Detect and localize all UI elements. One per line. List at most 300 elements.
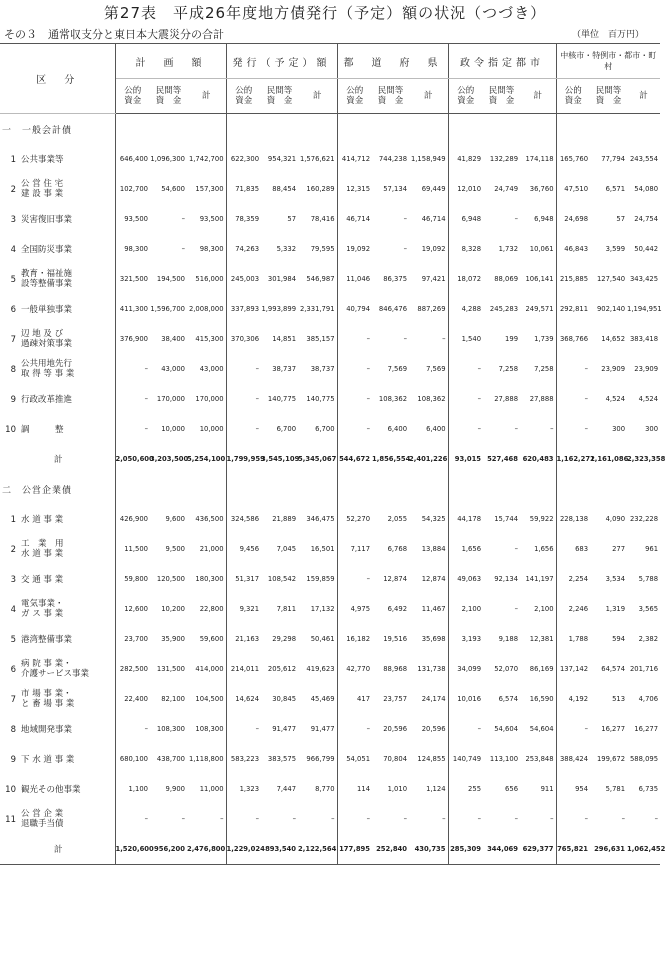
value-cell: [409, 474, 448, 504]
value-cell: 86,375: [383, 275, 408, 283]
row-label-text: 下 水 道 事 業: [21, 755, 75, 765]
row-label: [0, 654, 115, 684]
value-cell: 285,309: [448, 834, 483, 865]
value-cell: 588,095: [629, 755, 659, 763]
value-cell: –: [514, 815, 519, 823]
value-cell: 64,574: [601, 665, 626, 673]
value-cell: 120,500: [156, 575, 185, 583]
row-label-text: 交 通 事 業: [21, 575, 64, 585]
value-cell: 1,656: [448, 534, 483, 564]
value-cell: 16,182: [337, 624, 372, 654]
row-label-text: 行政改革推進: [21, 395, 73, 405]
value-cell: 20,596: [421, 725, 446, 733]
value-cell: 3,203,500: [150, 455, 189, 463]
value-cell: 59,800: [115, 564, 150, 594]
value-cell: 1,742,700: [188, 155, 224, 163]
subheader-public-funds: 公的 資金: [226, 79, 261, 114]
value-cell: 70,804: [383, 755, 408, 763]
row-number: 3: [10, 214, 16, 225]
value-cell: 40,794: [337, 294, 372, 324]
value-cell: 45,469: [310, 695, 335, 703]
value-cell: 93,500: [115, 204, 150, 234]
value-cell: 385,157: [306, 335, 335, 343]
value-cell: 77,794: [601, 155, 626, 163]
value-cell: 4,524: [638, 395, 659, 403]
value-cell: 4,192: [556, 684, 590, 714]
value-cell: 12,874: [421, 575, 446, 583]
value-cell: 78,416: [310, 215, 335, 223]
value-cell: 35,900: [161, 635, 185, 643]
value-cell: 114: [337, 774, 372, 804]
value-cell: 2,008,000: [188, 305, 224, 313]
value-cell: 2,401,226: [409, 455, 448, 463]
group-header-municipality: 中核市・特例市・都市・町村: [556, 44, 660, 79]
value-cell: 46,714: [421, 215, 446, 223]
value-cell: 346,475: [306, 515, 335, 523]
value-cell: 1,194,951: [627, 305, 662, 313]
value-cell: 97,421: [421, 275, 446, 283]
value-cell: 34,099: [448, 654, 483, 684]
value-cell: 52,270: [337, 504, 372, 534]
value-cell: 2,382: [638, 635, 659, 643]
row-label: [0, 264, 115, 294]
value-cell: 2,254: [556, 564, 590, 594]
value-cell: 252,840: [372, 834, 409, 865]
value-cell: 744,238: [378, 155, 408, 163]
value-cell: 282,500: [115, 654, 150, 684]
value-cell: 98,300: [199, 245, 224, 253]
value-cell: 3,193: [448, 624, 483, 654]
row-label: 二 公営企業債: [0, 474, 115, 504]
value-cell: 23,909: [601, 365, 626, 373]
value-cell: 4,090: [605, 515, 626, 523]
row-label: [0, 804, 115, 834]
value-cell: –: [337, 804, 372, 834]
value-cell: 228,138: [556, 504, 590, 534]
row-label-text: 市 場 事 業・ と 畜 場 事 業: [21, 689, 75, 709]
value-cell: 9,188: [498, 635, 519, 643]
value-cell: 436,500: [195, 515, 224, 523]
row-label: [0, 564, 115, 594]
row-label: [0, 294, 115, 324]
row-label: [0, 324, 115, 354]
value-cell: –: [337, 714, 372, 744]
value-cell: 2,246: [556, 594, 590, 624]
subheader-private-funds: 民間等 資 金: [590, 79, 627, 114]
value-cell: –: [331, 815, 335, 823]
value-cell: [556, 114, 590, 145]
value-cell: 583,223: [226, 744, 261, 774]
value-cell: 6,400: [426, 425, 446, 433]
group-header-prefecture: 都 道 府 県: [337, 44, 448, 79]
value-cell: –: [115, 714, 150, 744]
row-label: [0, 234, 115, 264]
value-cell: 6,948: [448, 204, 483, 234]
row-number: 4: [10, 604, 16, 615]
value-cell: 43,000: [199, 365, 224, 373]
value-cell: 3,599: [605, 245, 626, 253]
table-row: [0, 264, 660, 294]
value-cell: 124,855: [417, 755, 446, 763]
subheader-total: 計: [298, 79, 337, 114]
value-cell: 1,096,300: [150, 155, 185, 163]
table-row: [0, 204, 660, 234]
value-cell: 1,124: [426, 785, 446, 793]
value-cell: 20,596: [383, 725, 408, 733]
row-label-text: 工 業 用 水 道 事 業: [21, 539, 64, 559]
value-cell: [520, 114, 556, 145]
value-cell: 680,100: [115, 744, 150, 774]
value-cell: 9,900: [165, 785, 185, 793]
value-cell: 113,100: [489, 755, 519, 763]
value-cell: –: [514, 425, 519, 433]
value-cell: 5,345,067: [298, 455, 337, 463]
value-cell: 47,510: [556, 174, 590, 204]
value-cell: 19,092: [337, 234, 372, 264]
group-header-issued: 発行（予定）額: [226, 44, 337, 79]
table-row: [0, 354, 660, 384]
value-cell: 54,604: [529, 725, 554, 733]
value-cell: 24,749: [494, 185, 519, 193]
value-cell: 2,055: [387, 515, 408, 523]
value-cell: 10,016: [448, 684, 483, 714]
value-cell: 71,835: [226, 174, 261, 204]
value-cell: 4,288: [448, 294, 483, 324]
value-cell: 22,400: [115, 684, 150, 714]
value-cell: –: [442, 335, 446, 343]
value-cell: 7,447: [276, 785, 297, 793]
value-cell: 12,010: [448, 174, 483, 204]
value-cell: [226, 114, 261, 145]
value-cell: 44,178: [448, 504, 483, 534]
value-cell: [298, 474, 337, 504]
value-cell: 141,197: [525, 575, 554, 583]
value-cell: 16,277: [601, 725, 626, 733]
row-number: 10: [5, 424, 16, 435]
row-label-text: 公 営 住 宅 建 設 事 業: [21, 179, 64, 199]
value-cell: 2,331,791: [299, 305, 335, 313]
value-cell: 2,122,564: [298, 834, 337, 865]
value-cell: 12,381: [529, 635, 554, 643]
value-cell: 18,072: [448, 264, 483, 294]
value-cell: 86,169: [529, 665, 554, 673]
subheader-private-funds: 民間等 資 金: [483, 79, 520, 114]
subheader-public-funds: 公的 資金: [448, 79, 483, 114]
value-cell: –: [115, 804, 150, 834]
value-cell: 7,045: [276, 545, 297, 553]
value-cell: 108,300: [156, 725, 185, 733]
group-header-plan: 計 画 額: [115, 44, 226, 79]
subheader-public-funds: 公的 資金: [337, 79, 372, 114]
value-cell: 78,359: [226, 204, 261, 234]
value-cell: 91,477: [310, 725, 335, 733]
value-cell: 10,200: [161, 605, 185, 613]
value-cell: 292,811: [556, 294, 590, 324]
value-cell: 140,775: [267, 395, 297, 403]
value-cell: 1,520,600: [115, 834, 150, 865]
value-cell: –: [337, 324, 372, 354]
value-cell: 7,258: [498, 365, 519, 373]
value-cell: 1,010: [387, 785, 408, 793]
row-label-text: 地域開発事業: [21, 725, 73, 735]
value-cell: –: [448, 714, 483, 744]
value-cell: 8,770: [315, 785, 335, 793]
value-cell: –: [115, 414, 150, 444]
row-number: 1: [10, 514, 16, 525]
value-cell: 368,766: [556, 324, 590, 354]
value-cell: 23,700: [115, 624, 150, 654]
value-cell: 8,328: [448, 234, 483, 264]
value-cell: 19,516: [383, 635, 408, 643]
row-number: 9: [10, 754, 16, 765]
value-cell: [187, 474, 226, 504]
value-cell: 215,885: [556, 264, 590, 294]
value-cell: –: [181, 815, 185, 823]
value-cell: 954,321: [267, 155, 297, 163]
value-cell: 411,300: [115, 294, 150, 324]
table-row: [0, 534, 660, 564]
value-cell: 140,775: [306, 395, 335, 403]
row-number: 2: [10, 184, 16, 195]
value-cell: 29,298: [272, 635, 297, 643]
value-cell: 59,600: [199, 635, 224, 643]
value-cell: 9,456: [226, 534, 261, 564]
value-cell: 14,652: [601, 335, 626, 343]
value-cell: 527,468: [487, 455, 519, 463]
value-cell: 321,500: [115, 264, 150, 294]
value-cell: 205,612: [267, 665, 297, 673]
value-cell: 343,425: [629, 275, 659, 283]
value-cell: –: [403, 335, 408, 343]
value-cell: 21,000: [199, 545, 224, 553]
value-cell: 2,323,358: [627, 455, 665, 463]
value-cell: 2,050,600: [115, 444, 150, 474]
row-label: [0, 624, 115, 654]
value-cell: 13,884: [421, 545, 446, 553]
row-label-text: 観光その他事業: [21, 785, 81, 795]
value-cell: [556, 474, 590, 504]
value-cell: 11,000: [199, 785, 224, 793]
value-cell: 92,134: [494, 575, 519, 583]
row-label: [0, 684, 115, 714]
value-cell: 59,922: [529, 515, 554, 523]
row-label: 計: [0, 444, 115, 474]
row-label: [0, 744, 115, 774]
row-label-text: 全国防災事業: [21, 245, 73, 255]
value-cell: 6,492: [387, 605, 408, 613]
value-cell: 1,229,024: [226, 834, 261, 865]
value-cell: 30,845: [272, 695, 297, 703]
value-cell: –: [550, 815, 554, 823]
value-cell: 656: [505, 785, 519, 793]
table-row: [0, 684, 660, 714]
value-cell: 388,424: [556, 744, 590, 774]
value-cell: –: [448, 414, 483, 444]
value-cell: 245,003: [226, 264, 261, 294]
value-cell: 12,874: [383, 575, 408, 583]
value-cell: 7,569: [387, 365, 408, 373]
value-cell: 2,100: [534, 605, 554, 613]
value-cell: 277: [612, 545, 626, 553]
value-cell: 438,700: [156, 755, 185, 763]
value-cell: –: [115, 354, 150, 384]
table-body: [0, 114, 665, 865]
value-cell: 199,672: [596, 755, 626, 763]
value-cell: 6,700: [315, 425, 335, 433]
value-cell: 324,586: [226, 504, 261, 534]
row-number: 9: [10, 394, 16, 405]
value-cell: 165,760: [556, 144, 590, 174]
value-cell: 21,163: [226, 624, 261, 654]
value-cell: 337,893: [226, 294, 261, 324]
value-cell: 243,554: [629, 155, 659, 163]
value-cell: 5,781: [605, 785, 626, 793]
value-cell: 6,700: [276, 425, 297, 433]
table-row: [0, 564, 660, 594]
value-cell: [150, 474, 187, 504]
value-cell: 38,400: [161, 335, 185, 343]
value-cell: 54,325: [421, 515, 446, 523]
value-cell: –: [226, 414, 261, 444]
value-cell: –: [442, 815, 446, 823]
value-cell: –: [621, 815, 626, 823]
value-cell: 19,092: [421, 245, 446, 253]
row-label-text: 水 道 事 業: [21, 515, 64, 525]
value-cell: 417: [337, 684, 372, 714]
value-cell: –: [654, 815, 659, 823]
value-cell: 170,000: [195, 395, 224, 403]
value-cell: 2,476,800: [187, 834, 226, 865]
row-label-text: 調 整: [21, 425, 64, 435]
table-row: [0, 414, 660, 444]
value-cell: 14,851: [272, 335, 297, 343]
value-cell: 344,069: [483, 834, 520, 865]
value-cell: 7,117: [337, 534, 372, 564]
value-cell: 1,540: [448, 324, 483, 354]
row-label-text: 教育・福祉施 設等整備事業: [21, 269, 73, 289]
value-cell: 69,449: [421, 185, 446, 193]
row-number: 1: [10, 154, 16, 165]
value-cell: 16,277: [634, 725, 659, 733]
value-cell: [187, 114, 226, 145]
value-cell: 1,161,086: [590, 455, 629, 463]
value-cell: 893,540: [261, 834, 298, 865]
value-cell: [448, 474, 483, 504]
value-cell: 15,744: [494, 515, 519, 523]
row-number: 3: [10, 574, 16, 585]
value-cell: 10,000: [199, 425, 224, 433]
value-cell: 629,377: [520, 834, 556, 865]
value-cell: 6,574: [498, 695, 519, 703]
value-cell: 140,749: [448, 744, 483, 774]
value-cell: 108,300: [195, 725, 224, 733]
value-cell: 846,476: [378, 305, 408, 313]
table-row: [0, 384, 660, 414]
subheader-private-funds: 民間等 資 金: [150, 79, 187, 114]
table-row: [0, 504, 660, 534]
value-cell: –: [556, 804, 590, 834]
row-label-text: 公共用地先行 取 得 等 事 業: [21, 359, 75, 379]
row-label-text: 病 院 事 業・ 介護サービス事業: [21, 659, 90, 679]
value-cell: 383,418: [629, 335, 659, 343]
value-cell: 17,132: [310, 605, 335, 613]
value-cell: [409, 114, 448, 145]
value-cell: 245,283: [489, 305, 519, 313]
value-cell: 594: [612, 635, 626, 643]
value-cell: 93,500: [199, 215, 224, 223]
unit-label: （単位 百万円）: [571, 30, 644, 40]
value-cell: 1,799,959: [226, 444, 261, 474]
table-row: [0, 174, 660, 204]
value-cell: 12,600: [115, 594, 150, 624]
value-cell: 127,540: [596, 275, 626, 283]
value-cell: [372, 474, 409, 504]
value-cell: 546,987: [306, 275, 335, 283]
value-cell: 102,700: [115, 174, 150, 204]
value-cell: 54,604: [494, 725, 519, 733]
value-cell: 57: [616, 215, 626, 223]
value-cell: 255: [448, 774, 483, 804]
value-cell: 24,698: [556, 204, 590, 234]
value-cell: 23,909: [634, 365, 659, 373]
row-number: 11: [5, 814, 16, 825]
value-cell: –: [403, 815, 408, 823]
value-cell: 249,571: [525, 305, 554, 313]
value-cell: 414,000: [195, 665, 224, 673]
value-cell: –: [337, 564, 372, 594]
row-label: 一 一般会計債: [0, 114, 115, 145]
value-cell: 370,306: [226, 324, 261, 354]
value-cell: [627, 114, 660, 145]
value-cell: 194,500: [156, 275, 185, 283]
value-cell: –: [337, 384, 372, 414]
value-cell: 1,118,800: [188, 755, 224, 763]
row-label-text: 辺 地 及 び 過疎対策事業: [21, 329, 73, 349]
value-cell: 683: [556, 534, 590, 564]
value-cell: 954: [556, 774, 590, 804]
group-header-designated-city: 政令指定都市: [448, 44, 556, 79]
row-label: [0, 414, 115, 444]
value-cell: 11,046: [337, 264, 372, 294]
page-title: 第27表 平成26年度地方債発行（予定）額の状況（つづき）: [103, 4, 547, 22]
value-cell: 21,889: [272, 515, 297, 523]
value-cell: 7,258: [534, 365, 554, 373]
value-cell: 82,100: [161, 695, 185, 703]
value-cell: 1,732: [498, 245, 519, 253]
value-cell: –: [115, 384, 150, 414]
value-cell: –: [556, 384, 590, 414]
value-cell: 108,362: [378, 395, 408, 403]
value-cell: 1,100: [115, 774, 150, 804]
value-cell: 1,788: [556, 624, 590, 654]
value-cell: 22,800: [199, 605, 224, 613]
value-cell: 544,672: [337, 444, 372, 474]
value-cell: 1,162,272: [556, 444, 590, 474]
value-cell: 902,140: [596, 305, 626, 313]
value-cell: 10,061: [529, 245, 554, 253]
row-label: [0, 714, 115, 744]
value-cell: 93,015: [448, 444, 483, 474]
value-cell: [372, 114, 409, 145]
value-cell: 131,500: [156, 665, 185, 673]
row-label-text: 一般単独事業: [21, 305, 73, 315]
value-cell: 1,739: [534, 335, 554, 343]
value-cell: [483, 474, 520, 504]
value-cell: 4,524: [605, 395, 626, 403]
value-cell: 49,063: [448, 564, 483, 594]
value-cell: 24,174: [421, 695, 446, 703]
value-cell: 4,975: [337, 594, 372, 624]
